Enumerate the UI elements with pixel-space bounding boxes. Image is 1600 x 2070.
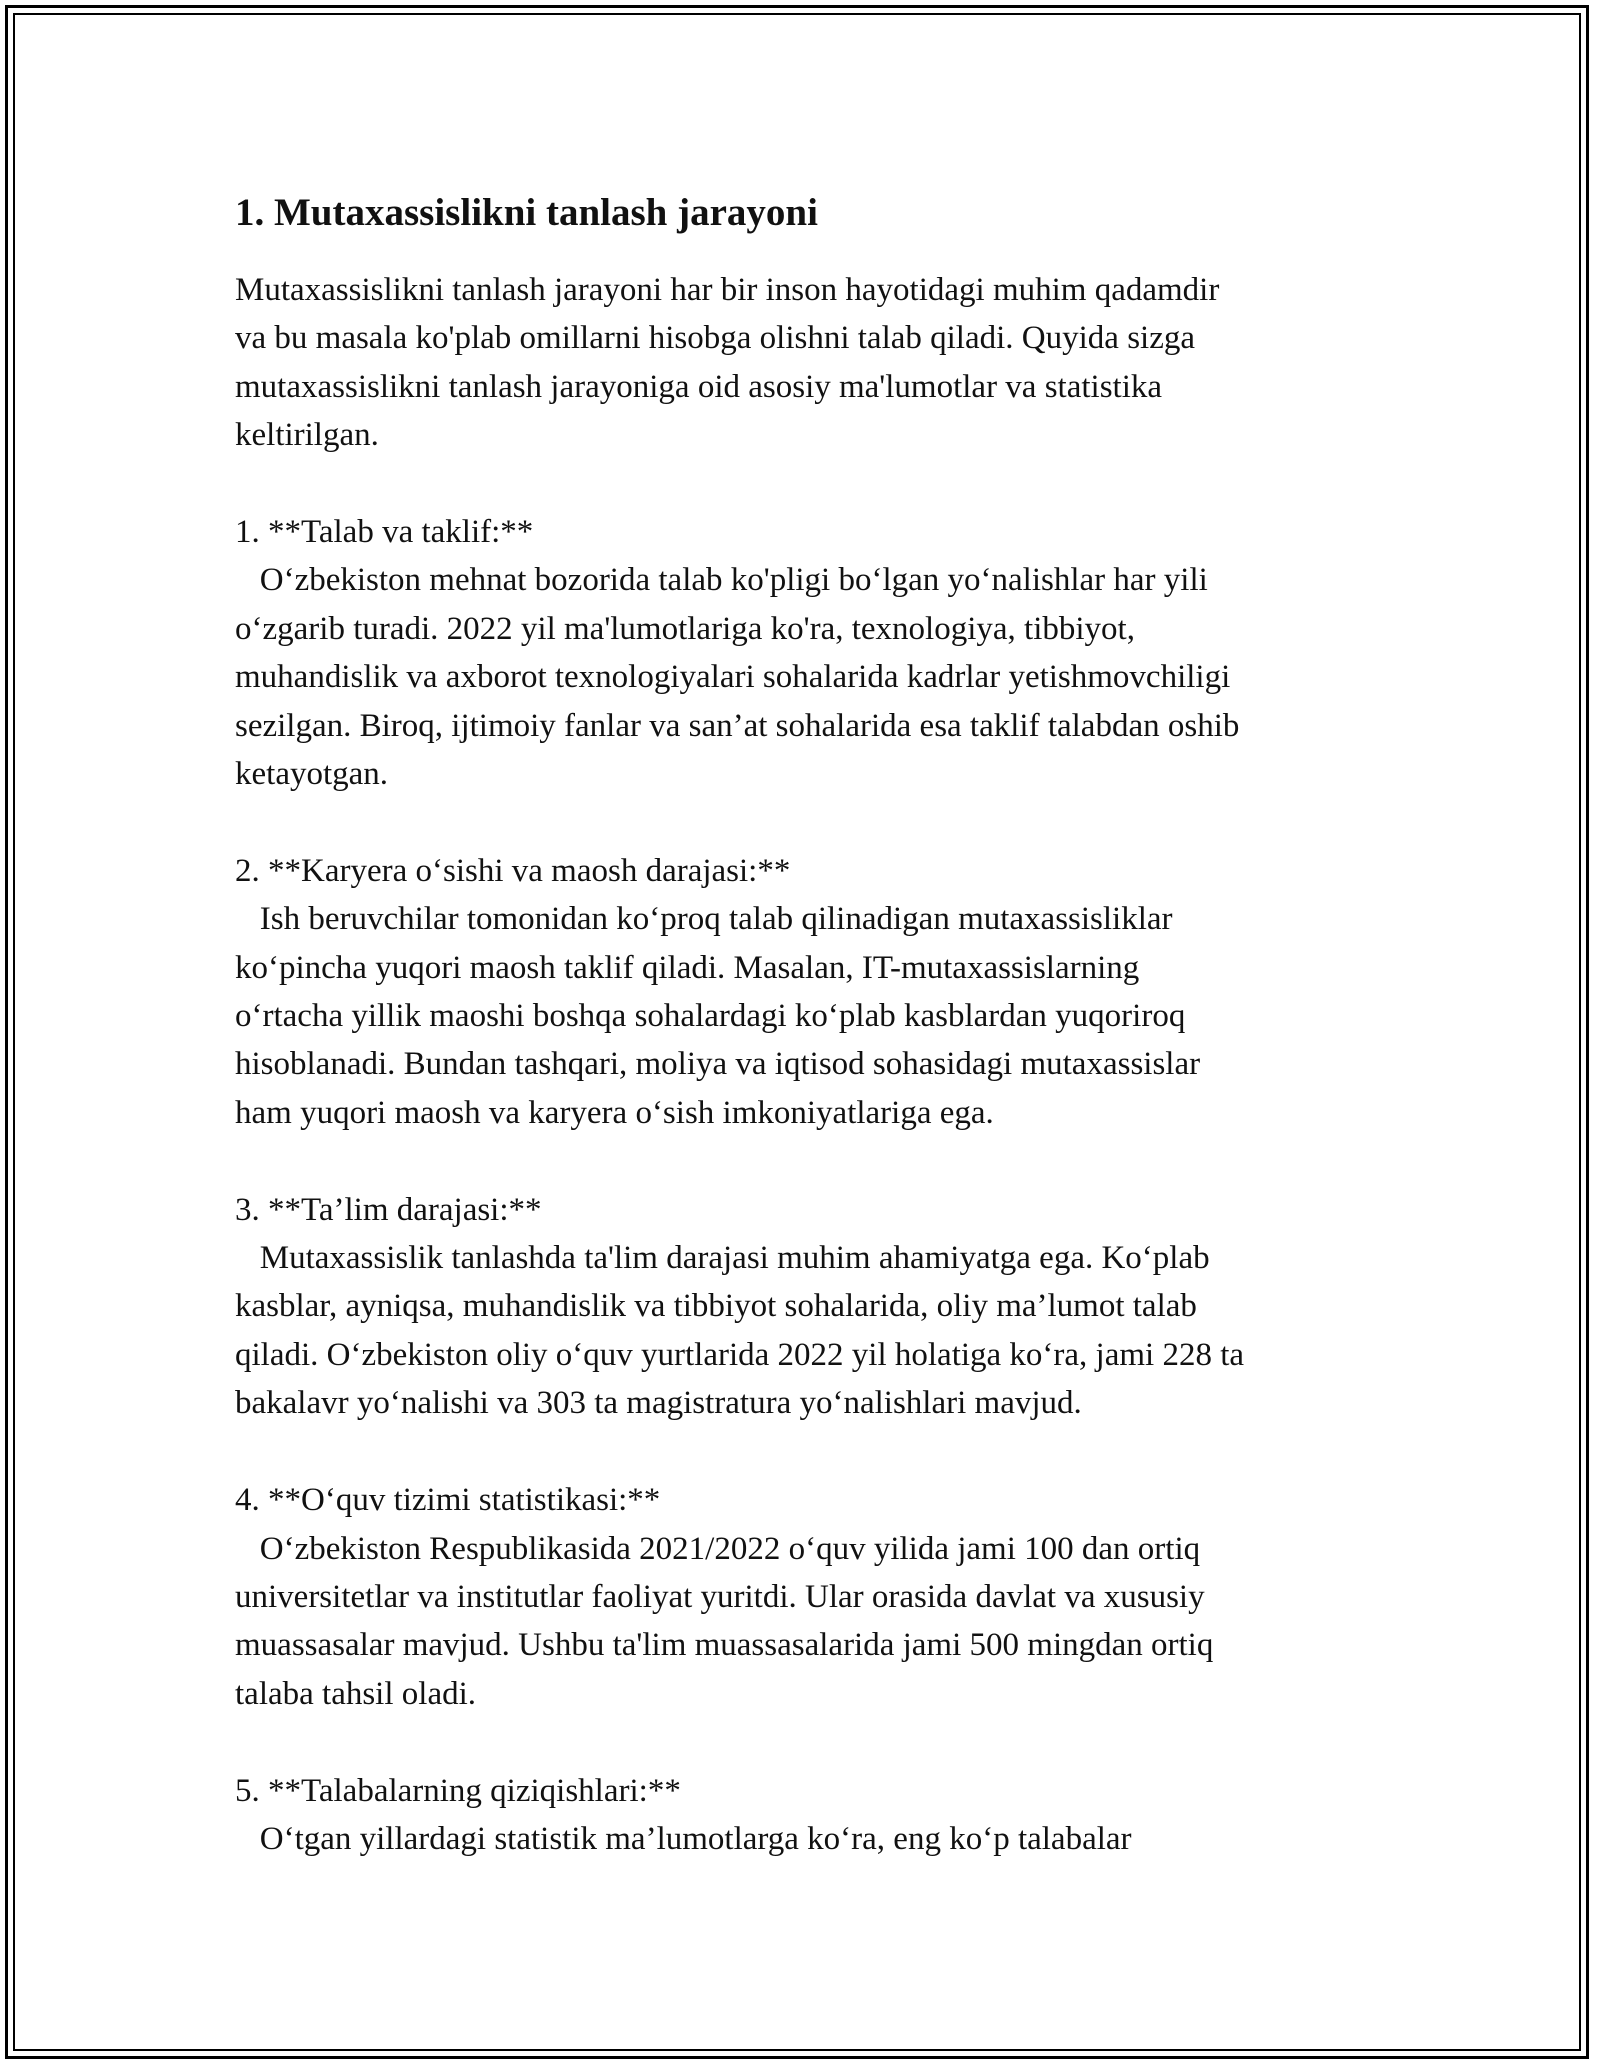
text-line: mutaxassislikni tanlash jarayoniga oid asosiy ma'lumotlar va statistika (235, 368, 1163, 405)
text-line: kasblar, ayniqsa, muhandislik va tibbiyot sohalarida, oliy ma’lumot talab (235, 1288, 1197, 1325)
blank-line (235, 798, 1375, 846)
intro-paragraph (235, 266, 1375, 1863)
text-line: muassasalar mavjud. Ushbu ta'lim muassasalarida jami 500 mingdan ortiq (235, 1627, 1214, 1664)
text-line: Mutaxassislikni tanlash jarayoni har bir inson hayotidagi muhim qadamdir (235, 272, 1220, 308)
section-heading: 3. **Ta’lim darajasi:** (235, 1191, 542, 1228)
text-line: sezilgan. Biroq, ijtimoiy fanlar va san’at sohalarida esa taklif talabdan oshib (235, 707, 1240, 744)
blank-line (235, 460, 1375, 508)
text-line: o‘zgarib turadi. 2022 yil ma'lumotlariga ko'ra, texnologiya, tibbiyot, (235, 610, 1135, 647)
text-line: ham yuqori maosh va karyera o‘sish imkoniyatlariga ega. (235, 1094, 994, 1131)
document-title: 1. Mutaxassislikni tanlash jarayoni (235, 191, 818, 234)
text-line: O‘zbekiston mehnat bozorida talab ko'pligi bo‘lgan yo‘nalishlar har yili (235, 562, 1208, 599)
section-heading: 2. **Karyera o‘sishi va maosh darajasi:** (235, 852, 791, 889)
text-line: hisoblanadi. Bundan tashqari, moliya va iqtisod sohasidagi mutaxassislar (235, 1046, 1201, 1083)
text-line: O‘zbekiston Respublikasida 2021/2022 o‘quv yilida jami 100 dan ortiq (235, 1530, 1201, 1567)
text-line: Mutaxassislik tanlashda ta'lim darajasi muhim ahamiyatga ega. Ko‘plab (235, 1240, 1210, 1277)
blank-line (235, 1718, 1375, 1766)
blank-line (235, 1137, 1375, 1185)
section-heading: 5. **Talabalarning qiziqishlari:** (235, 1772, 681, 1809)
text-line: ketayotgan. (235, 756, 389, 793)
section-heading: 4. **O‘quv tizimi statistikasi:** (235, 1482, 661, 1519)
text-line: va bu masala ko'plab omillarni hisobga olishni talab qiladi. Quyida sizga (235, 320, 1195, 357)
text-line: Ish beruvchilar tomonidan ko‘proq talab qilinadigan mutaxassisliklar (235, 901, 1173, 938)
text-line: keltirilgan. (235, 417, 379, 454)
text-line: bakalavr yo‘nalishi va 303 ta magistratura yo‘nalishlari mavjud. (235, 1385, 1082, 1422)
section-heading: 1. **Talab va taklif:** (235, 514, 534, 551)
blank-line (235, 1428, 1375, 1476)
document-body (235, 186, 1375, 1863)
text-line: o‘rtacha yillik maoshi boshqa sohalardagi ko‘plab kasblardan yuqoriroq (235, 998, 1186, 1035)
text-line: qiladi. O‘zbekiston oliy o‘quv yurtlarida 2022 yil holatiga ko‘ra, jami 228 ta (235, 1336, 1245, 1373)
text-line: muhandislik va axborot texnologiyalari sohalarida kadrlar yetishmovchiligi (235, 659, 1231, 696)
text-line: ko‘pincha yuqori maosh taklif qiladi. Masalan, IT-mutaxassislarning (235, 949, 1140, 986)
text-line: universitetlar va institutlar faoliyat yuritdi. Ular orasida davlat va xususiy (235, 1578, 1205, 1615)
text-line: talaba tahsil oladi. (235, 1675, 477, 1712)
text-line: O‘tgan yillardagi statistik ma’lumotlarga ko‘ra, eng ko‘p talabalar (235, 1820, 1132, 1857)
